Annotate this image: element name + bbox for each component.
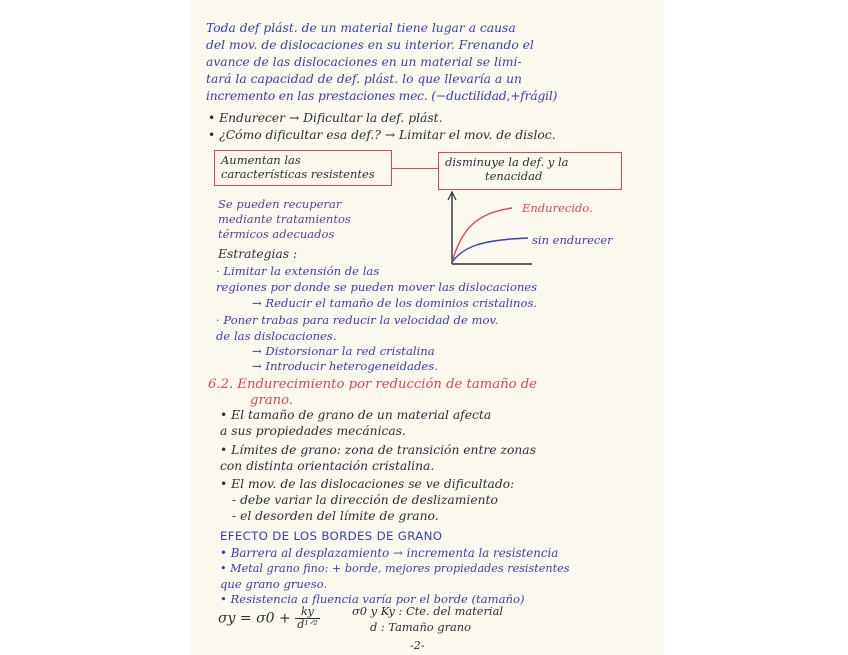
intro-line-2: del mov. de dislocaciones en su interior. Frenando el	[206, 38, 534, 52]
label-sin-endurecer: sin endurecer	[532, 233, 613, 247]
box-left-line-1: Aumentan las	[221, 153, 301, 167]
formula-note-2: d : Tamaño grano	[370, 620, 472, 634]
section-bullet-1b: a sus propiedades mecánicas.	[220, 424, 406, 438]
strategy-line-1: · Limitar la extensión de las	[216, 264, 380, 278]
intro-line-3: avance de las dislocaciones en un material se limi-	[206, 55, 522, 69]
strategy-line-6: → Distorsionar la red cristalina	[252, 344, 435, 358]
formula-lhs: σy = σ0 +	[218, 610, 291, 627]
bullet-endurecer: • Endurecer → Dificultar la def. plást.	[208, 111, 443, 125]
formula-fraction	[295, 606, 320, 631]
strategies-title: Estrategias :	[218, 247, 298, 261]
notebook-page	[192, 0, 662, 655]
section-bullet-1: • El tamaño de grano de un material afecta	[220, 408, 492, 422]
effect-bullet-3: • Resistencia a fluencia varía por el borde (tamaño)	[220, 592, 525, 606]
strategy-line-5: de las dislocaciones.	[216, 329, 337, 343]
box-right-line-1: disminuye la def. y la	[445, 155, 569, 169]
formula-denominator: d¹ᐟ²	[297, 618, 318, 631]
intro-line-5: incremento en las prestaciones mec. (−ductilidad,+frágil)	[206, 89, 558, 103]
formula-numerator: ky	[295, 606, 320, 619]
strategy-line-2: regiones por donde se pueden mover las dislocaciones	[216, 280, 538, 294]
box-left-line-2: características resistentes	[221, 167, 375, 181]
intro-line-1: Toda def plást. de un material tiene lugar a causa	[206, 21, 516, 35]
side-note-line-2: mediante tratamientos	[218, 212, 351, 226]
strategy-line-7: → Introducir heterogeneidades.	[252, 359, 438, 373]
side-note-line-1: Se pueden recuperar	[218, 197, 342, 211]
effect-bullet-2b: que grano grueso.	[220, 577, 328, 591]
effect-bullet-1: • Barrera al desplazamiento → incrementa la resistencia	[220, 546, 559, 560]
strategy-line-4: · Poner trabas para reducir la velocidad de mov.	[216, 313, 499, 327]
section-heading-line-2: grano.	[250, 393, 294, 408]
curve-endurecido	[452, 208, 512, 262]
side-note-line-3: térmicos adecuados	[218, 227, 335, 241]
strategy-line-3: → Reducir el tamaño de los dominios cristalinos.	[252, 296, 538, 310]
section-heading-line-1: 6.2. Endurecimiento por reducción de tamaño de	[208, 377, 537, 392]
section-bullet-2: • Límites de grano: zona de transición entre zonas	[220, 443, 536, 457]
curve-sin-endurecer	[452, 238, 528, 262]
connector-line	[392, 168, 438, 169]
section-bullet-3a: - debe variar la dirección de deslizamiento	[232, 493, 498, 507]
section-bullet-3: • El mov. de las dislocaciones se ve dificultado:	[220, 477, 515, 491]
bullet-como-dificultar: • ¿Cómo dificultar esa def.? → Limitar el mov. de disloc.	[208, 128, 556, 142]
effect-title: EFECTO DE LOS BORDES DE GRANO	[220, 529, 443, 543]
label-endurecido: Endurecido.	[522, 201, 593, 215]
intro-line-4: tará la capacidad de def. plást. lo que llevaría a un	[206, 72, 522, 86]
box-disminuye	[438, 152, 622, 190]
box-aumentan	[214, 150, 392, 186]
formula-note-1: σ0 y Ky : Cte. del material	[352, 604, 503, 618]
box-right-line-2: tenacidad	[485, 169, 543, 183]
section-bullet-3b: - el desorden del límite de grano.	[232, 509, 439, 523]
hall-petch-formula	[218, 606, 320, 631]
effect-bullet-2: • Metal grano fino: + borde, mejores propiedades resistentes	[220, 562, 570, 575]
page-number: -2-	[410, 639, 425, 652]
section-bullet-2b: con distinta orientación cristalina.	[220, 459, 435, 473]
